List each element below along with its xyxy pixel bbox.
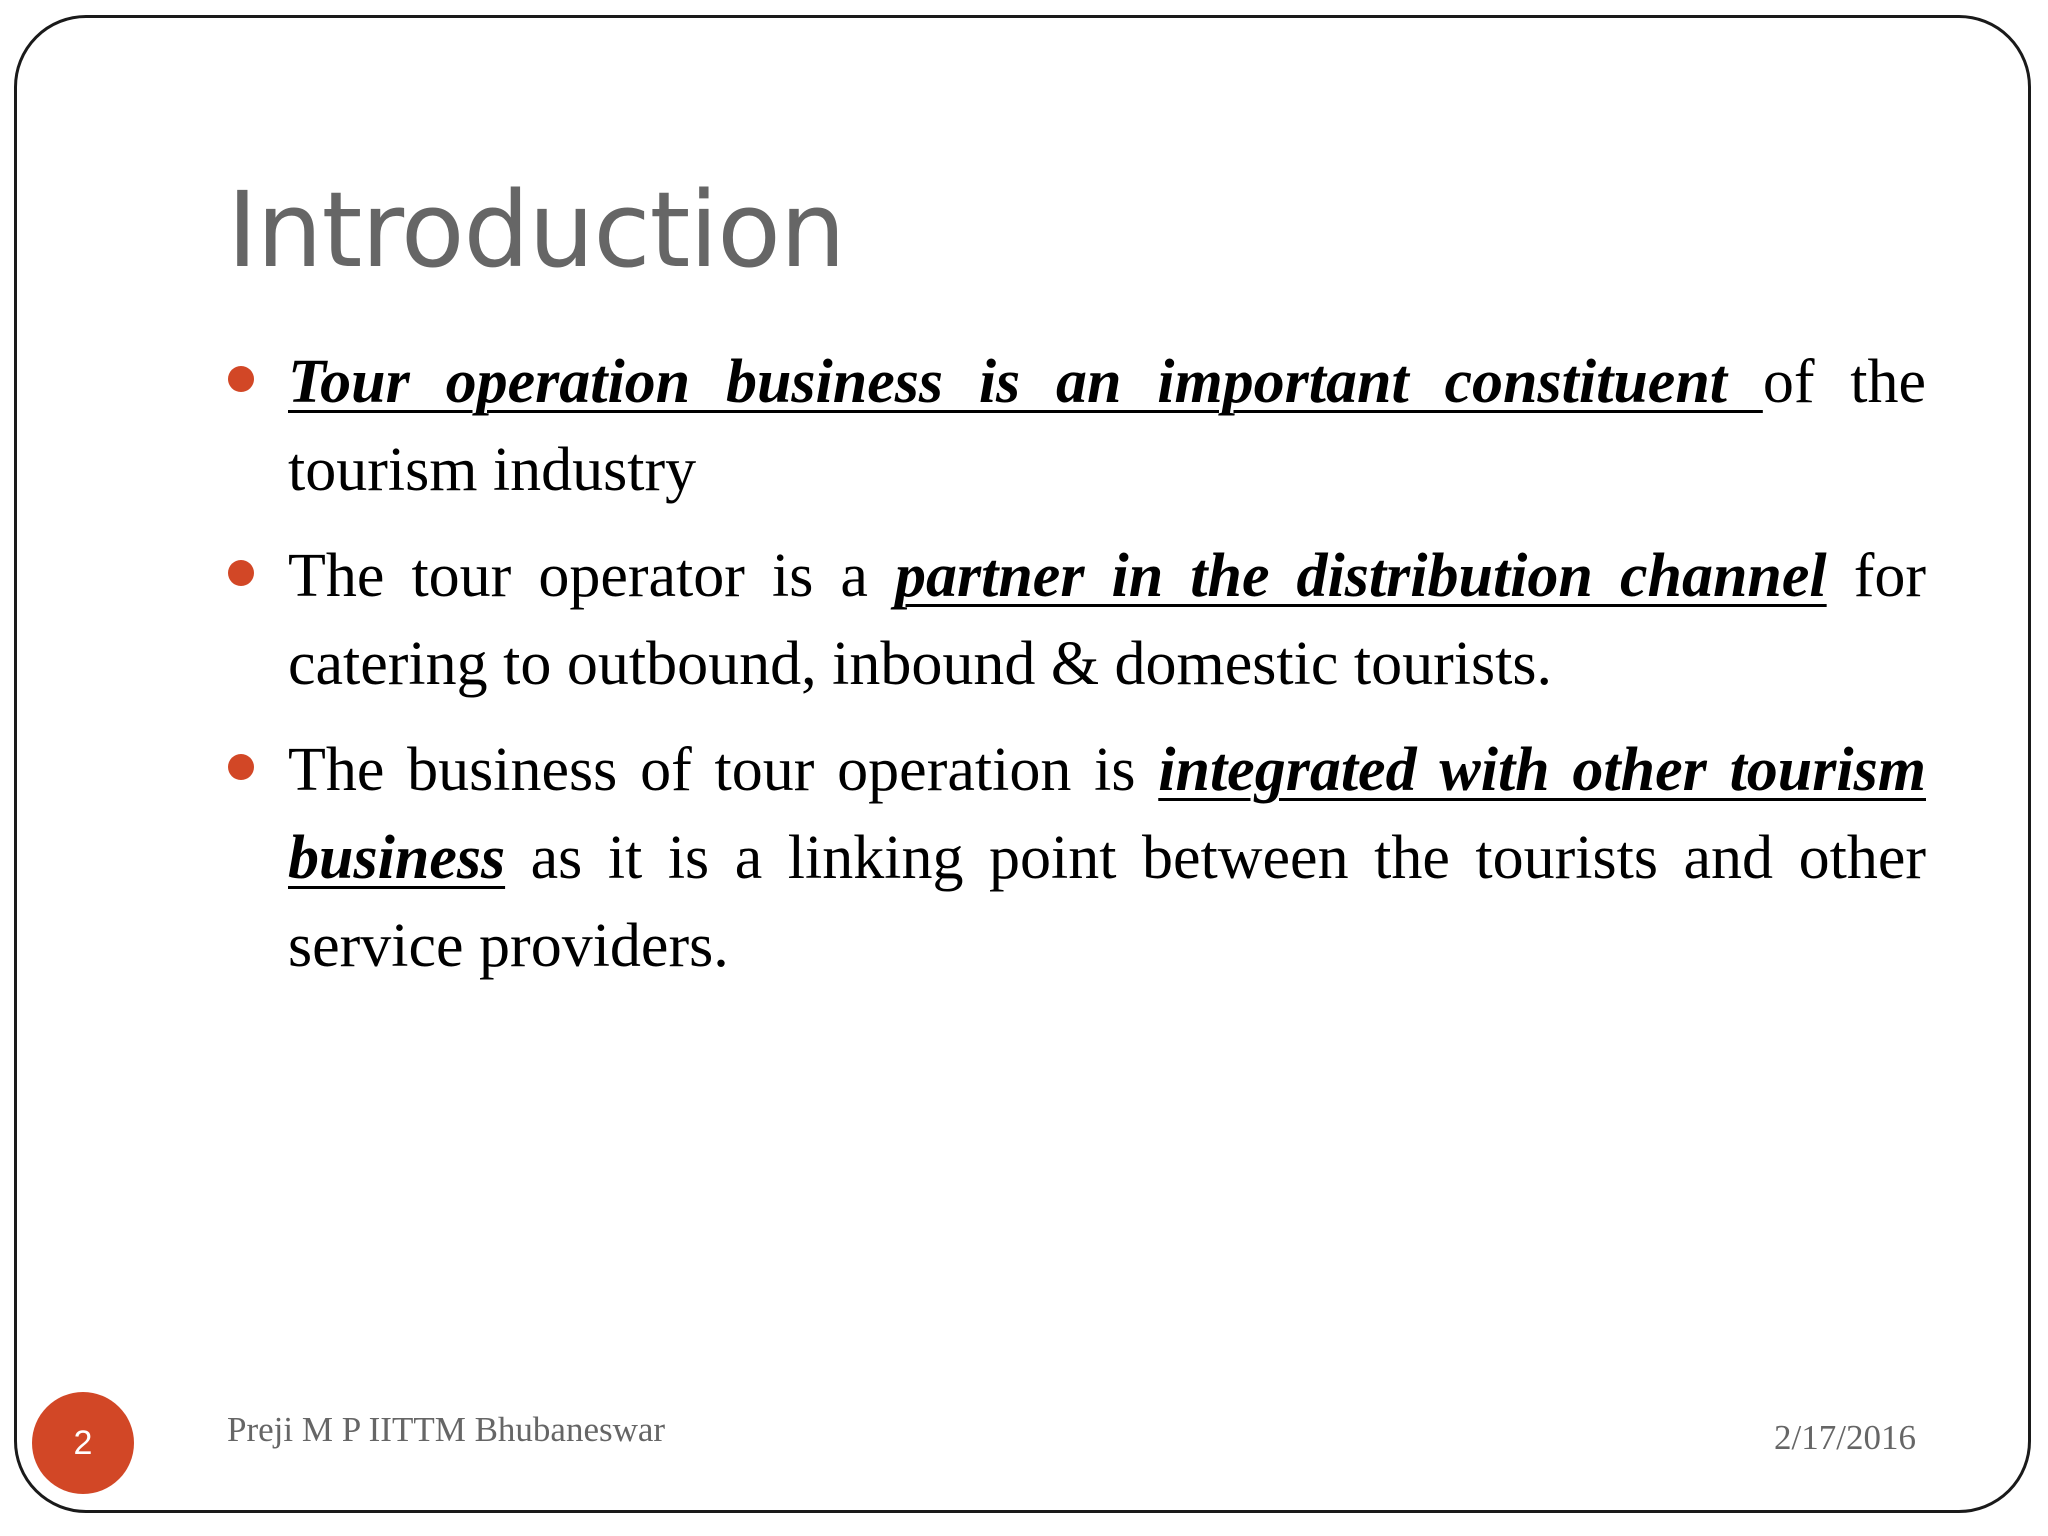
- bullet-text-lead: The tour operator is a: [288, 542, 895, 610]
- slide-number-badge: 2: [32, 1392, 134, 1494]
- bullet-dot-icon: [228, 560, 254, 586]
- bullet-emphasis: Tour operation business is an important constituent: [288, 348, 1763, 416]
- bullet-dot-icon: [228, 754, 254, 780]
- bullet-dot-icon: [228, 366, 254, 392]
- bullet-list: [288, 338, 1926, 1008]
- bullet-text-lead: The business of tour operation is: [288, 736, 1159, 804]
- bullet-text-rest: as it is a linking point between the tourists and other service providers.: [288, 824, 1926, 980]
- bullet-text-rest: of the tourism industry: [288, 348, 1927, 504]
- bullet-item-2: [288, 532, 1926, 708]
- footer-date: 2/17/2016: [1774, 1418, 1916, 1457]
- bullet-item-3: [288, 726, 1926, 990]
- bullet-emphasis: partner in the distribution channel: [894, 542, 1827, 610]
- slide-title: Introduction: [227, 169, 845, 291]
- footer-author: Preji M P IITTM Bhubaneswar: [227, 1410, 666, 1449]
- bullet-text-rest: for catering to outbound, inbound & domestic tourists.: [288, 542, 1927, 698]
- bullet-item-1: [288, 338, 1926, 514]
- bullet-emphasis: integrated with other tourism business: [288, 736, 1926, 892]
